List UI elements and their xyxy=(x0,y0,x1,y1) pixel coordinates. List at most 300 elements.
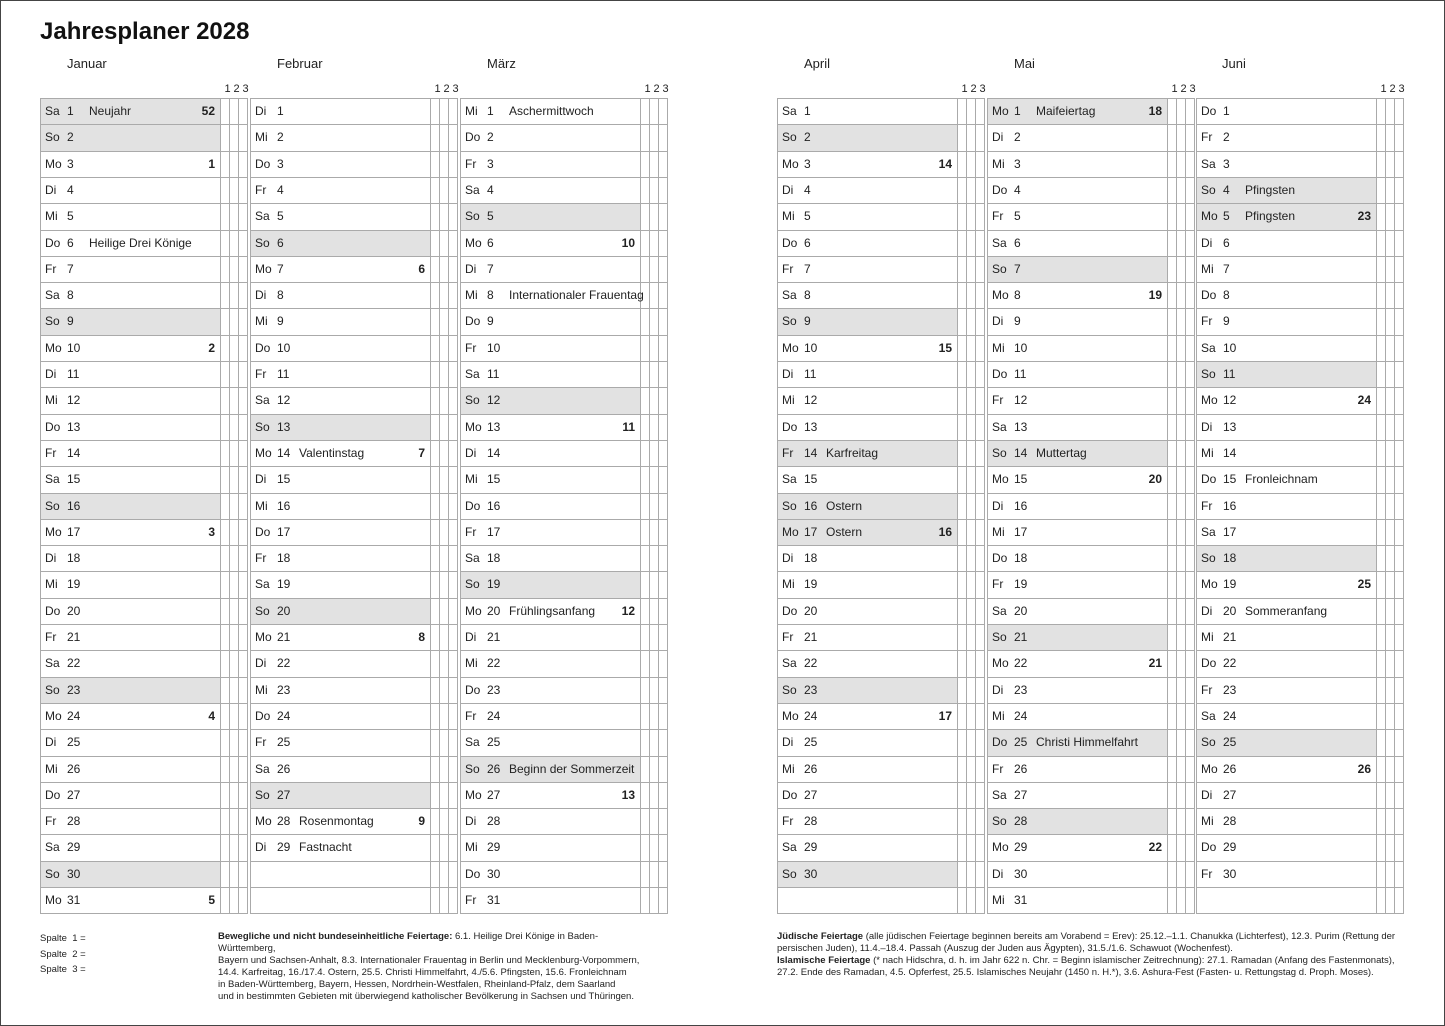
day-row[interactable] xyxy=(987,599,1195,625)
note-column-cell[interactable] xyxy=(641,467,650,493)
note-column-cell[interactable] xyxy=(958,494,967,519)
note-column-cell[interactable] xyxy=(641,388,650,414)
note-column-cell[interactable] xyxy=(1395,783,1404,808)
note-column-cell[interactable] xyxy=(967,178,976,203)
day-cell[interactable] xyxy=(460,494,641,519)
day-row[interactable] xyxy=(250,757,458,783)
note-column-cell[interactable] xyxy=(239,309,248,335)
day-cell[interactable] xyxy=(777,546,958,571)
day-row[interactable] xyxy=(460,336,668,362)
note-column-cell[interactable] xyxy=(1186,99,1195,124)
day-row[interactable] xyxy=(460,651,668,678)
note-column-cell[interactable] xyxy=(1177,520,1186,545)
note-column-cell[interactable] xyxy=(958,362,967,387)
note-column-cell[interactable] xyxy=(1386,152,1395,177)
day-row[interactable] xyxy=(987,862,1195,888)
note-column-cell[interactable] xyxy=(1395,599,1404,624)
day-cell[interactable] xyxy=(777,494,958,519)
note-column-cell[interactable] xyxy=(1395,625,1404,650)
note-column-cell[interactable] xyxy=(221,441,230,466)
day-cell[interactable] xyxy=(250,704,431,729)
day-cell[interactable] xyxy=(777,178,958,203)
day-cell[interactable] xyxy=(460,651,641,677)
note-column-cell[interactable] xyxy=(659,309,668,335)
day-row[interactable] xyxy=(460,494,668,520)
note-column-cell[interactable] xyxy=(449,152,458,177)
day-row[interactable] xyxy=(1196,125,1404,152)
note-column-cell[interactable] xyxy=(440,178,449,203)
day-row[interactable] xyxy=(250,678,458,704)
note-column-cell[interactable] xyxy=(976,835,985,861)
note-column-cell[interactable] xyxy=(967,546,976,571)
day-cell[interactable] xyxy=(1196,546,1377,571)
note-column-cell[interactable] xyxy=(976,257,985,282)
note-column-cell[interactable] xyxy=(1186,494,1195,519)
note-column-cell[interactable] xyxy=(239,757,248,782)
day-cell[interactable] xyxy=(250,336,431,361)
note-column-cell[interactable] xyxy=(1177,757,1186,782)
day-row[interactable] xyxy=(987,888,1195,914)
note-column-cell[interactable] xyxy=(1168,336,1177,361)
note-column-cell[interactable] xyxy=(659,835,668,861)
day-cell[interactable] xyxy=(250,651,431,677)
day-row[interactable] xyxy=(250,599,458,625)
note-column-cell[interactable] xyxy=(1168,257,1177,282)
note-column-cell[interactable] xyxy=(239,388,248,414)
note-column-cell[interactable] xyxy=(239,783,248,808)
note-column-cell[interactable] xyxy=(239,704,248,729)
note-column-cell[interactable] xyxy=(239,336,248,361)
note-column-cell[interactable] xyxy=(641,730,650,756)
note-column-cell[interactable] xyxy=(230,336,239,361)
day-cell[interactable] xyxy=(250,415,431,440)
day-cell[interactable] xyxy=(40,362,221,387)
day-row[interactable] xyxy=(1196,204,1404,231)
note-column-cell[interactable] xyxy=(230,599,239,624)
note-column-cell[interactable] xyxy=(641,520,650,545)
note-column-cell[interactable] xyxy=(659,888,668,913)
note-column-cell[interactable] xyxy=(967,757,976,782)
day-row[interactable] xyxy=(987,625,1195,651)
day-row[interactable] xyxy=(460,231,668,257)
note-column-cell[interactable] xyxy=(431,599,440,624)
note-column-cell[interactable] xyxy=(1177,494,1186,519)
day-row[interactable] xyxy=(1196,336,1404,362)
note-column-cell[interactable] xyxy=(1177,99,1186,124)
note-column-cell[interactable] xyxy=(449,99,458,124)
day-cell[interactable] xyxy=(987,441,1168,466)
note-column-cell[interactable] xyxy=(1177,599,1186,624)
day-cell[interactable] xyxy=(250,888,431,913)
day-row[interactable] xyxy=(460,283,668,309)
note-column-cell[interactable] xyxy=(440,625,449,650)
day-row[interactable] xyxy=(460,625,668,651)
note-column-cell[interactable] xyxy=(976,415,985,440)
day-cell[interactable] xyxy=(777,862,958,887)
day-cell[interactable] xyxy=(1196,862,1377,887)
note-column-cell[interactable] xyxy=(230,125,239,151)
note-column-cell[interactable] xyxy=(1177,467,1186,493)
note-column-cell[interactable] xyxy=(976,757,985,782)
note-column-cell[interactable] xyxy=(976,336,985,361)
day-cell[interactable] xyxy=(460,625,641,650)
note-column-cell[interactable] xyxy=(976,625,985,650)
day-row[interactable] xyxy=(1196,257,1404,283)
note-column-cell[interactable] xyxy=(641,257,650,282)
note-column-cell[interactable] xyxy=(967,441,976,466)
note-column-cell[interactable] xyxy=(1177,336,1186,361)
day-cell[interactable] xyxy=(1196,99,1377,124)
note-column-cell[interactable] xyxy=(239,231,248,256)
note-column-cell[interactable] xyxy=(1386,257,1395,282)
note-column-cell[interactable] xyxy=(1168,888,1177,913)
day-cell[interactable] xyxy=(777,257,958,282)
note-column-cell[interactable] xyxy=(449,257,458,282)
day-cell[interactable] xyxy=(460,678,641,703)
note-column-cell[interactable] xyxy=(976,178,985,203)
day-cell[interactable] xyxy=(777,520,958,545)
day-row[interactable] xyxy=(987,309,1195,336)
day-row[interactable] xyxy=(460,309,668,336)
day-cell[interactable] xyxy=(777,888,958,913)
note-column-cell[interactable] xyxy=(440,467,449,493)
note-column-cell[interactable] xyxy=(1395,309,1404,335)
note-column-cell[interactable] xyxy=(641,231,650,256)
note-column-cell[interactable] xyxy=(1386,494,1395,519)
note-column-cell[interactable] xyxy=(1186,572,1195,598)
day-cell[interactable] xyxy=(987,599,1168,624)
day-row[interactable] xyxy=(987,336,1195,362)
note-column-cell[interactable] xyxy=(239,467,248,493)
note-column-cell[interactable] xyxy=(650,415,659,440)
day-cell[interactable] xyxy=(1196,204,1377,230)
day-cell[interactable] xyxy=(1196,651,1377,677)
note-column-cell[interactable] xyxy=(1377,125,1386,151)
day-cell[interactable] xyxy=(460,362,641,387)
day-cell[interactable] xyxy=(250,283,431,308)
note-column-cell[interactable] xyxy=(1177,651,1186,677)
note-column-cell[interactable] xyxy=(650,152,659,177)
note-column-cell[interactable] xyxy=(1386,572,1395,598)
note-column-cell[interactable] xyxy=(239,572,248,598)
day-row[interactable] xyxy=(250,467,458,494)
note-column-cell[interactable] xyxy=(1177,625,1186,650)
note-column-cell[interactable] xyxy=(1168,572,1177,598)
day-row[interactable] xyxy=(250,835,458,862)
note-column-cell[interactable] xyxy=(659,152,668,177)
day-row[interactable] xyxy=(40,520,248,546)
note-column-cell[interactable] xyxy=(449,204,458,230)
day-cell[interactable] xyxy=(777,757,958,782)
note-column-cell[interactable] xyxy=(967,809,976,834)
note-column-cell[interactable] xyxy=(1168,520,1177,545)
note-column-cell[interactable] xyxy=(239,888,248,913)
note-column-cell[interactable] xyxy=(1386,862,1395,887)
day-row[interactable] xyxy=(987,441,1195,467)
note-column-cell[interactable] xyxy=(431,257,440,282)
note-column-cell[interactable] xyxy=(449,415,458,440)
day-row[interactable] xyxy=(777,704,985,730)
note-column-cell[interactable] xyxy=(1377,625,1386,650)
day-cell[interactable] xyxy=(777,835,958,861)
day-row[interactable] xyxy=(777,336,985,362)
note-column-cell[interactable] xyxy=(449,651,458,677)
note-column-cell[interactable] xyxy=(650,888,659,913)
note-column-cell[interactable] xyxy=(967,125,976,151)
note-column-cell[interactable] xyxy=(1177,572,1186,598)
day-cell[interactable] xyxy=(40,520,221,545)
day-cell[interactable] xyxy=(40,494,221,519)
note-column-cell[interactable] xyxy=(440,99,449,124)
note-column-cell[interactable] xyxy=(1177,231,1186,256)
note-column-cell[interactable] xyxy=(976,862,985,887)
day-cell[interactable] xyxy=(250,99,431,124)
note-column-cell[interactable] xyxy=(239,283,248,308)
note-column-cell[interactable] xyxy=(221,835,230,861)
day-row[interactable] xyxy=(250,362,458,388)
day-cell[interactable] xyxy=(987,651,1168,677)
day-row[interactable] xyxy=(777,467,985,494)
note-column-cell[interactable] xyxy=(221,494,230,519)
note-column-cell[interactable] xyxy=(230,178,239,203)
note-column-cell[interactable] xyxy=(1168,204,1177,230)
day-cell[interactable] xyxy=(40,835,221,861)
day-row[interactable] xyxy=(250,231,458,257)
day-row[interactable] xyxy=(40,152,248,178)
day-row[interactable] xyxy=(777,283,985,309)
note-column-cell[interactable] xyxy=(440,888,449,913)
day-row[interactable] xyxy=(460,757,668,783)
day-cell[interactable] xyxy=(40,99,221,124)
note-column-cell[interactable] xyxy=(1177,125,1186,151)
day-row[interactable] xyxy=(250,388,458,415)
day-cell[interactable] xyxy=(250,783,431,808)
note-column-cell[interactable] xyxy=(1186,152,1195,177)
note-column-cell[interactable] xyxy=(1168,835,1177,861)
note-column-cell[interactable] xyxy=(967,204,976,230)
day-row[interactable] xyxy=(460,152,668,178)
note-column-cell[interactable] xyxy=(431,730,440,756)
day-cell[interactable] xyxy=(987,678,1168,703)
note-column-cell[interactable] xyxy=(967,572,976,598)
note-column-cell[interactable] xyxy=(650,494,659,519)
note-column-cell[interactable] xyxy=(449,467,458,493)
note-column-cell[interactable] xyxy=(976,283,985,308)
day-row[interactable] xyxy=(250,520,458,546)
note-column-cell[interactable] xyxy=(958,651,967,677)
note-column-cell[interactable] xyxy=(449,888,458,913)
note-column-cell[interactable] xyxy=(239,835,248,861)
day-row[interactable] xyxy=(987,99,1195,125)
day-cell[interactable] xyxy=(460,231,641,256)
note-column-cell[interactable] xyxy=(1177,204,1186,230)
day-cell[interactable] xyxy=(40,678,221,703)
day-cell[interactable] xyxy=(460,599,641,624)
day-cell[interactable] xyxy=(460,441,641,466)
day-cell[interactable] xyxy=(250,835,431,861)
note-column-cell[interactable] xyxy=(1168,152,1177,177)
day-row[interactable] xyxy=(40,231,248,257)
day-row[interactable] xyxy=(987,415,1195,441)
note-column-cell[interactable] xyxy=(1377,546,1386,571)
note-column-cell[interactable] xyxy=(659,757,668,782)
note-column-cell[interactable] xyxy=(976,388,985,414)
day-cell[interactable] xyxy=(777,467,958,493)
note-column-cell[interactable] xyxy=(967,336,976,361)
day-cell[interactable] xyxy=(250,231,431,256)
day-row[interactable] xyxy=(987,152,1195,178)
note-column-cell[interactable] xyxy=(976,809,985,834)
note-column-cell[interactable] xyxy=(1168,231,1177,256)
note-column-cell[interactable] xyxy=(1395,257,1404,282)
note-column-cell[interactable] xyxy=(976,99,985,124)
note-column-cell[interactable] xyxy=(1177,178,1186,203)
note-column-cell[interactable] xyxy=(659,467,668,493)
note-column-cell[interactable] xyxy=(659,572,668,598)
note-column-cell[interactable] xyxy=(659,336,668,361)
day-row[interactable] xyxy=(1196,862,1404,888)
note-column-cell[interactable] xyxy=(449,572,458,598)
day-cell[interactable] xyxy=(40,441,221,466)
note-column-cell[interactable] xyxy=(1186,599,1195,624)
note-column-cell[interactable] xyxy=(449,757,458,782)
day-cell[interactable] xyxy=(460,835,641,861)
day-cell[interactable] xyxy=(1196,494,1377,519)
note-column-cell[interactable] xyxy=(958,520,967,545)
day-row[interactable] xyxy=(777,757,985,783)
note-column-cell[interactable] xyxy=(221,809,230,834)
day-row[interactable] xyxy=(250,125,458,152)
day-row[interactable] xyxy=(250,494,458,520)
note-column-cell[interactable] xyxy=(659,99,668,124)
note-column-cell[interactable] xyxy=(958,441,967,466)
note-column-cell[interactable] xyxy=(1377,415,1386,440)
note-column-cell[interactable] xyxy=(1186,309,1195,335)
note-column-cell[interactable] xyxy=(1186,283,1195,308)
day-cell[interactable] xyxy=(1196,572,1377,598)
note-column-cell[interactable] xyxy=(440,678,449,703)
day-cell[interactable] xyxy=(250,388,431,414)
note-column-cell[interactable] xyxy=(976,494,985,519)
note-column-cell[interactable] xyxy=(650,546,659,571)
note-column-cell[interactable] xyxy=(967,309,976,335)
day-row[interactable] xyxy=(1196,231,1404,257)
note-column-cell[interactable] xyxy=(650,204,659,230)
day-row[interactable] xyxy=(777,257,985,283)
note-column-cell[interactable] xyxy=(440,257,449,282)
note-column-cell[interactable] xyxy=(659,257,668,282)
day-cell[interactable] xyxy=(460,99,641,124)
note-column-cell[interactable] xyxy=(440,599,449,624)
day-cell[interactable] xyxy=(987,309,1168,335)
day-row[interactable] xyxy=(987,572,1195,599)
day-cell[interactable] xyxy=(777,231,958,256)
note-column-cell[interactable] xyxy=(1395,835,1404,861)
day-row[interactable] xyxy=(1196,415,1404,441)
note-column-cell[interactable] xyxy=(239,99,248,124)
day-cell[interactable] xyxy=(460,809,641,834)
note-column-cell[interactable] xyxy=(650,835,659,861)
day-cell[interactable] xyxy=(777,415,958,440)
note-column-cell[interactable] xyxy=(967,651,976,677)
day-row[interactable] xyxy=(250,730,458,757)
note-column-cell[interactable] xyxy=(650,336,659,361)
note-column-cell[interactable] xyxy=(221,546,230,571)
day-cell[interactable] xyxy=(250,441,431,466)
note-column-cell[interactable] xyxy=(1168,546,1177,571)
day-cell[interactable] xyxy=(777,599,958,624)
note-column-cell[interactable] xyxy=(976,441,985,466)
note-column-cell[interactable] xyxy=(449,783,458,808)
note-column-cell[interactable] xyxy=(230,572,239,598)
day-cell[interactable] xyxy=(987,757,1168,782)
note-column-cell[interactable] xyxy=(221,362,230,387)
note-column-cell[interactable] xyxy=(976,546,985,571)
note-column-cell[interactable] xyxy=(440,309,449,335)
day-row[interactable] xyxy=(1196,783,1404,809)
day-row[interactable] xyxy=(250,888,458,914)
day-row[interactable] xyxy=(460,415,668,441)
note-column-cell[interactable] xyxy=(440,704,449,729)
note-column-cell[interactable] xyxy=(650,704,659,729)
day-cell[interactable] xyxy=(1196,283,1377,308)
note-column-cell[interactable] xyxy=(221,888,230,913)
note-column-cell[interactable] xyxy=(1386,730,1395,756)
note-column-cell[interactable] xyxy=(440,730,449,756)
note-column-cell[interactable] xyxy=(958,283,967,308)
note-column-cell[interactable] xyxy=(650,599,659,624)
note-column-cell[interactable] xyxy=(221,283,230,308)
note-column-cell[interactable] xyxy=(230,783,239,808)
note-column-cell[interactable] xyxy=(641,178,650,203)
note-column-cell[interactable] xyxy=(641,494,650,519)
note-column-cell[interactable] xyxy=(967,835,976,861)
note-column-cell[interactable] xyxy=(221,783,230,808)
day-cell[interactable] xyxy=(1196,362,1377,387)
day-row[interactable] xyxy=(40,204,248,231)
day-cell[interactable] xyxy=(1196,336,1377,361)
note-column-cell[interactable] xyxy=(1177,835,1186,861)
note-column-cell[interactable] xyxy=(1386,336,1395,361)
note-column-cell[interactable] xyxy=(1377,809,1386,834)
note-column-cell[interactable] xyxy=(1386,125,1395,151)
note-column-cell[interactable] xyxy=(440,651,449,677)
day-row[interactable] xyxy=(460,204,668,231)
note-column-cell[interactable] xyxy=(967,783,976,808)
note-column-cell[interactable] xyxy=(239,809,248,834)
note-column-cell[interactable] xyxy=(431,704,440,729)
day-row[interactable] xyxy=(40,362,248,388)
note-column-cell[interactable] xyxy=(641,599,650,624)
day-row[interactable] xyxy=(777,441,985,467)
day-row[interactable] xyxy=(987,809,1195,835)
note-column-cell[interactable] xyxy=(431,520,440,545)
note-column-cell[interactable] xyxy=(967,388,976,414)
note-column-cell[interactable] xyxy=(659,546,668,571)
note-column-cell[interactable] xyxy=(230,625,239,650)
day-cell[interactable] xyxy=(460,415,641,440)
note-column-cell[interactable] xyxy=(1395,336,1404,361)
note-column-cell[interactable] xyxy=(967,99,976,124)
note-column-cell[interactable] xyxy=(967,257,976,282)
day-cell[interactable] xyxy=(1196,625,1377,650)
note-column-cell[interactable] xyxy=(221,204,230,230)
day-cell[interactable] xyxy=(460,204,641,230)
note-column-cell[interactable] xyxy=(1186,388,1195,414)
note-column-cell[interactable] xyxy=(641,835,650,861)
day-cell[interactable] xyxy=(777,625,958,650)
note-column-cell[interactable] xyxy=(650,283,659,308)
